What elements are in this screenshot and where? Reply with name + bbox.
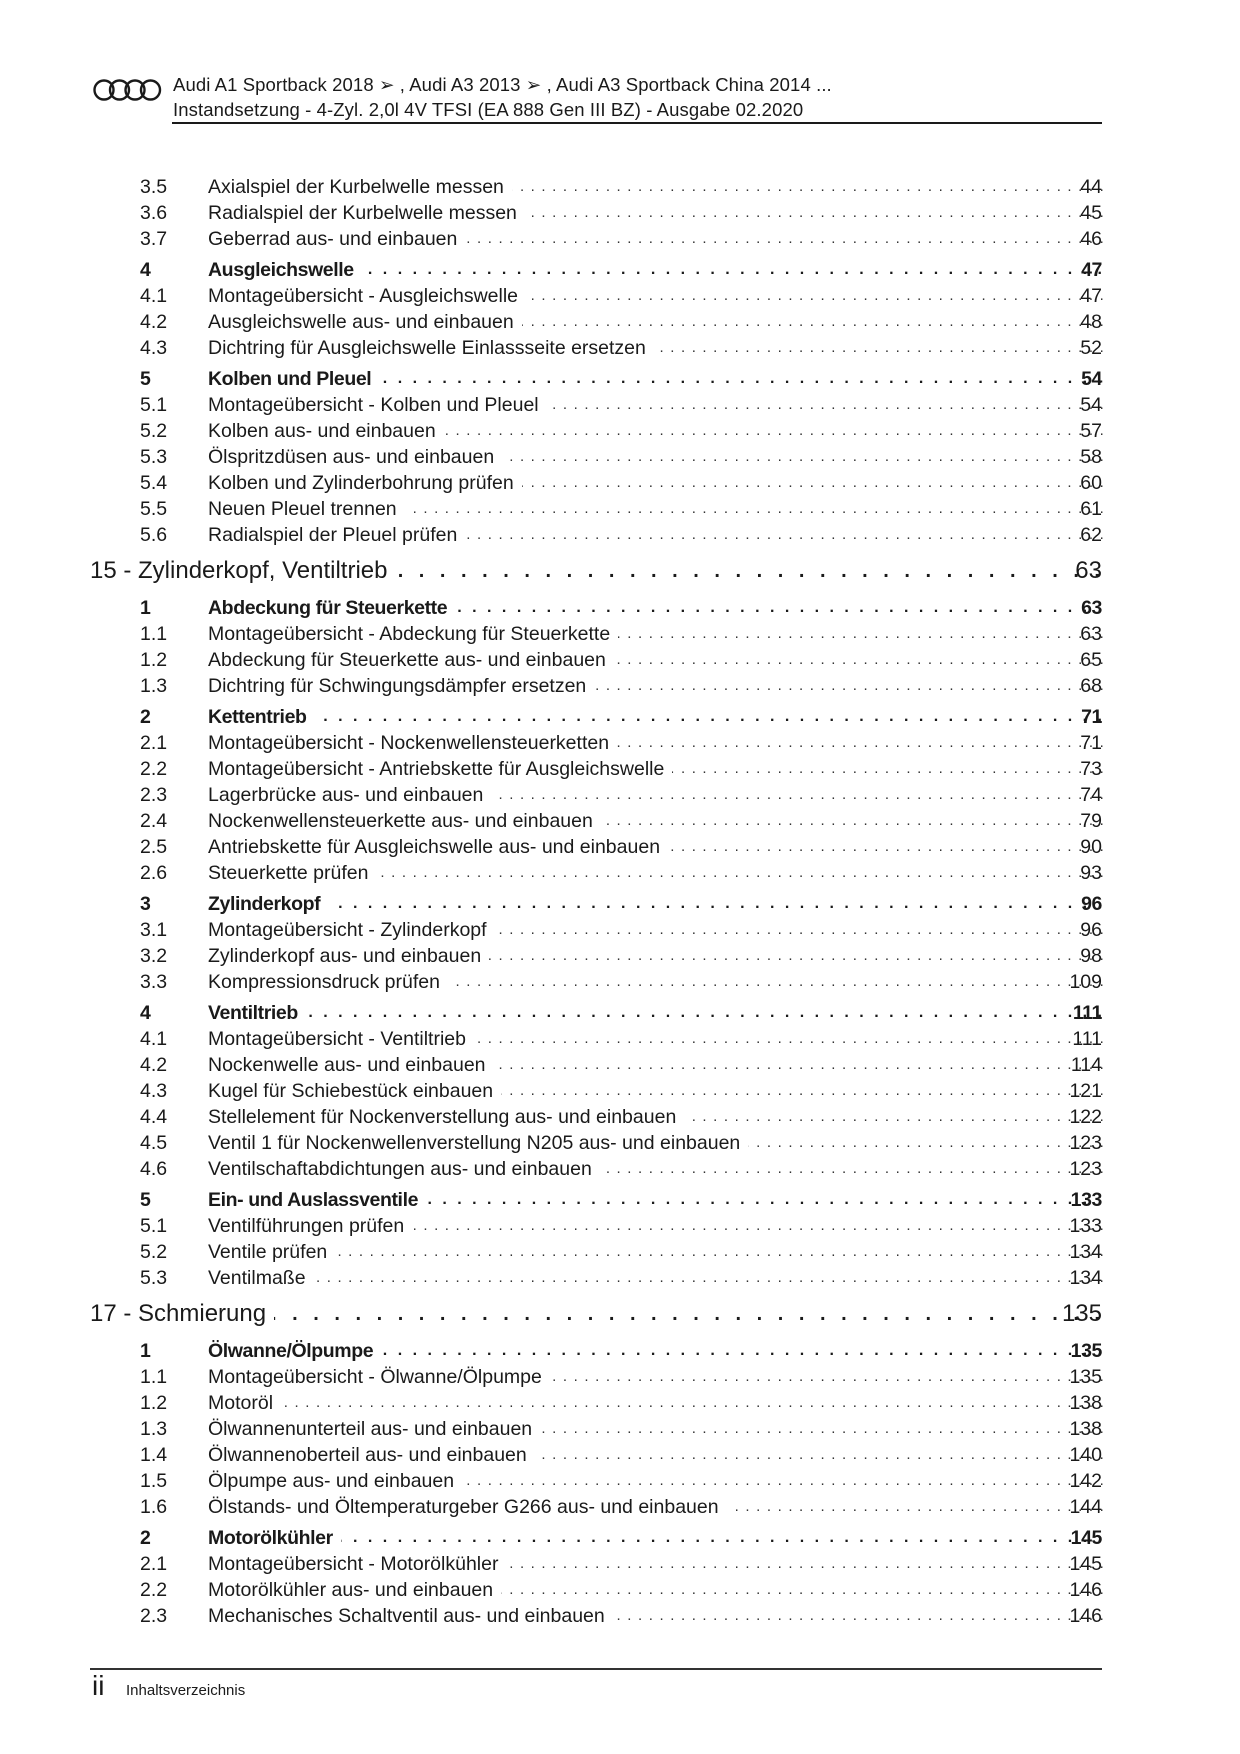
- toc-entry-number: 5.5: [140, 498, 168, 520]
- toc-entry-title: Ölwannenunterteil aus- und einbauen: [208, 1418, 540, 1440]
- toc-entry-number: 5.3: [140, 446, 168, 468]
- toc-entry-title: Kettentrieb: [208, 706, 315, 728]
- toc-entry[interactable]: [0, 226, 1240, 252]
- toc-entry-page: 138: [1069, 1418, 1102, 1440]
- toc-entry-number: 5: [140, 1189, 151, 1211]
- toc-entry-page: 121: [1069, 1080, 1102, 1102]
- toc-entry-title-leader: [208, 943, 1105, 969]
- toc-entry-title: Ventilführungen prüfen: [208, 1215, 412, 1237]
- toc-entry-page: 52: [1080, 337, 1102, 359]
- toc-entry-page: 68: [1080, 675, 1102, 697]
- toc-chapter[interactable]: [0, 554, 1240, 588]
- toc-entry-title: Montageübersicht - Ventiltrieb: [208, 1028, 474, 1050]
- toc-entry-title: Montageübersicht - Motorölkühler: [208, 1553, 506, 1575]
- toc-entry-title-leader: [208, 1494, 1105, 1520]
- toc-section[interactable]: [0, 366, 1240, 392]
- toc-entry-title-leader: [208, 1416, 1105, 1442]
- toc-entry-page: 133: [1069, 1215, 1102, 1237]
- toc-entry-number: 1.1: [140, 1366, 168, 1388]
- toc-entry[interactable]: [0, 730, 1240, 756]
- toc-entry-title-leader: [208, 1577, 1105, 1603]
- toc-entry-title-leader: [208, 1052, 1105, 1078]
- toc-entry-title-leader: [208, 860, 1105, 886]
- toc-entry-number: 1.5: [140, 1470, 168, 1492]
- toc-entry-title: Steuerkette prüfen: [208, 862, 376, 884]
- toc-entry-number: 5.3: [140, 1267, 168, 1289]
- toc-entry-title: Mechanisches Schaltventil aus- und einbauen: [208, 1605, 613, 1627]
- toc-entry-title: Abdeckung für Steuerkette aus- und einbauen: [208, 649, 614, 671]
- toc-entry-number: 4: [140, 1002, 151, 1024]
- toc-section[interactable]: [0, 595, 1240, 621]
- toc-entry-page: 60: [1080, 472, 1102, 494]
- toc-entry-title-leader: [208, 595, 1105, 621]
- toc-chapter[interactable]: [0, 1297, 1240, 1331]
- toc-entry-number: 2: [140, 1527, 151, 1549]
- toc-entry-number: 1.2: [140, 649, 168, 671]
- toc-entry-page: 122: [1069, 1106, 1102, 1128]
- toc-entry-number: 5.1: [140, 394, 168, 416]
- toc-entry-page: 109: [1069, 971, 1102, 993]
- toc-entry-number: 2.6: [140, 862, 168, 884]
- toc-entry-title: Montageübersicht - Zylinderkopf: [208, 919, 495, 941]
- toc-entry[interactable]: [0, 917, 1240, 943]
- toc-entry-page: 142: [1069, 1470, 1102, 1492]
- toc-entry[interactable]: [0, 1468, 1240, 1494]
- toc-entry-title-leader: [208, 174, 1105, 200]
- toc-entry-page: 111: [1072, 1028, 1102, 1050]
- toc-entry-number: 2.4: [140, 810, 168, 832]
- toc-entry-title-leader: [208, 470, 1105, 496]
- toc-entry-page: 140: [1069, 1444, 1102, 1466]
- toc-entry[interactable]: [0, 174, 1240, 200]
- toc-entry-page: 47: [1080, 285, 1102, 307]
- toc-entry-title: Kompressionsdruck prüfen: [208, 971, 448, 993]
- toc-entry-title-leader: [208, 730, 1105, 756]
- footer-label: Inhaltsverzeichnis: [126, 1682, 246, 1699]
- toc-entry-title: Geberrad aus- und einbauen: [208, 228, 465, 250]
- toc-entry-title-leader: [208, 1468, 1105, 1494]
- toc-entry-page: 133: [1070, 1189, 1102, 1211]
- toc-section[interactable]: [0, 1000, 1240, 1026]
- toc-entry[interactable]: [0, 1156, 1240, 1182]
- toc-entry[interactable]: [0, 200, 1240, 226]
- toc-entry-title: Montageübersicht - Nockenwellensteuerketten: [208, 732, 617, 754]
- toc-entry[interactable]: [0, 522, 1240, 548]
- toc-entry[interactable]: [0, 1442, 1240, 1468]
- toc-entry-number: 2.1: [140, 732, 168, 754]
- toc-entry-page: 45: [1080, 202, 1102, 224]
- toc-entry[interactable]: [0, 943, 1240, 969]
- toc-entry-number: 5: [140, 368, 151, 390]
- toc-entry[interactable]: [0, 1052, 1240, 1078]
- toc-entry-page: 145: [1069, 1553, 1102, 1575]
- toc-entry[interactable]: [0, 283, 1240, 309]
- toc-entry-title-leader: [90, 554, 1105, 588]
- toc-entry-page: 71: [1081, 706, 1102, 728]
- toc-entry[interactable]: [0, 1494, 1240, 1520]
- toc-entry-title: Ventiltrieb: [208, 1002, 306, 1024]
- toc-entry-title: Ventil 1 für Nockenwellenverstellung N205 aus- und einbauen: [208, 1132, 748, 1154]
- toc-entry-title-leader: [208, 522, 1105, 548]
- toc-entry[interactable]: [0, 782, 1240, 808]
- toc-entry[interactable]: [0, 1265, 1240, 1291]
- toc-entry-title: Ventilschaftabdichtungen aus- und einbauen: [208, 1158, 600, 1180]
- toc-entry-title: Montageübersicht - Kolben und Pleuel: [208, 394, 547, 416]
- toc-entry-number: 4.1: [140, 1028, 168, 1050]
- toc-entry-title: Zylinderkopf aus- und einbauen: [208, 945, 489, 967]
- toc-entry-title: 17 - Schmierung: [90, 1300, 274, 1327]
- toc-entry[interactable]: [0, 1577, 1240, 1603]
- toc-entry-number: 2.3: [140, 1605, 168, 1627]
- toc-section[interactable]: [0, 704, 1240, 730]
- toc-entry-number: 4.5: [140, 1132, 168, 1154]
- toc-entry-title-leader: [208, 1338, 1105, 1364]
- toc-entry-number: 1.2: [140, 1392, 168, 1414]
- toc-entry[interactable]: [0, 1416, 1240, 1442]
- toc-entry-page: 65: [1080, 649, 1102, 671]
- toc-entry-page: 54: [1081, 368, 1102, 390]
- toc-entry-page: 98: [1080, 945, 1102, 967]
- toc-entry-title-leader: [208, 1104, 1105, 1130]
- toc-entry-number: 2: [140, 706, 151, 728]
- toc-entry-title: Ventile prüfen: [208, 1241, 335, 1263]
- toc-entry-title-leader: [208, 808, 1105, 834]
- toc-entry-title-leader: [208, 226, 1105, 252]
- toc-entry-page: 90: [1080, 836, 1102, 858]
- toc-entry-number: 4: [140, 259, 151, 281]
- toc-entry[interactable]: [0, 1603, 1240, 1629]
- toc-entry-number: 3.7: [140, 228, 168, 250]
- toc-entry-title-leader: [208, 1026, 1105, 1052]
- toc-entry-page: 61: [1080, 498, 1102, 520]
- toc-entry-page: 62: [1080, 524, 1102, 546]
- toc-entry-title-leader: [208, 1156, 1105, 1182]
- toc-entry-number: 5.4: [140, 472, 168, 494]
- toc-entry[interactable]: [0, 756, 1240, 782]
- toc-entry-title: Montageübersicht - Ausgleichswelle: [208, 285, 526, 307]
- toc-entry-title: Montageübersicht - Antriebskette für Ausgleichswelle: [208, 758, 672, 780]
- toc-entry-page: 114: [1070, 1054, 1102, 1076]
- toc-entry-title: Nockenwelle aus- und einbauen: [208, 1054, 494, 1076]
- toc-entry-title-leader: [208, 782, 1105, 808]
- footer-page-number: ii: [92, 1670, 105, 1701]
- toc-entry[interactable]: [0, 1130, 1240, 1156]
- toc-entry-page: 74: [1080, 784, 1102, 806]
- toc-entry-title: Radialspiel der Kurbelwelle messen: [208, 202, 525, 224]
- toc-entry-title: Ausgleichswelle: [208, 259, 362, 281]
- footer-divider: [90, 1668, 1102, 1670]
- toc-entry-page: 54: [1080, 394, 1102, 416]
- toc-section[interactable]: [0, 891, 1240, 917]
- toc-entry[interactable]: [0, 647, 1240, 673]
- toc-entry-title: Lagerbrücke aus- und einbauen: [208, 784, 491, 806]
- toc-entry-number: 3.1: [140, 919, 168, 941]
- toc-entry-title: Kolben und Pleuel: [208, 368, 379, 390]
- toc-entry-page: 135: [1069, 1366, 1102, 1388]
- toc-entry[interactable]: [0, 673, 1240, 699]
- toc-entry-title: Montageübersicht - Ölwanne/Ölpumpe: [208, 1366, 550, 1388]
- header-title: Audi A1 Sportback 2018 ➢ , Audi A3 2013 ➢ , Audi A3 Sportback China 2014 ...: [173, 74, 832, 95]
- toc-entry-number: 1.4: [140, 1444, 168, 1466]
- toc-entry[interactable]: [0, 418, 1240, 444]
- toc-entry-number: 1.3: [140, 675, 168, 697]
- toc-entry-title-leader: [208, 1551, 1105, 1577]
- toc-entry-page: 111: [1072, 1002, 1102, 1024]
- header-subtitle: Instandsetzung - 4-Zyl. 2,0l 4V TFSI (EA 888 Gen III BZ) - Ausgabe 02.2020: [173, 99, 804, 120]
- toc-entry-page: 123: [1069, 1132, 1102, 1154]
- document-header: [91, 72, 1101, 122]
- toc-entry-number: 1: [140, 597, 151, 619]
- toc-entry-page: 63: [1081, 597, 1102, 619]
- toc-section[interactable]: [0, 1525, 1240, 1551]
- toc-entry-title-leader: [208, 200, 1105, 226]
- toc-entry-page: 44: [1080, 176, 1102, 198]
- toc-entry-title: Ölspritzdüsen aus- und einbauen: [208, 446, 502, 468]
- toc-entry-page: 93: [1080, 862, 1102, 884]
- toc-entry-number: 2.2: [140, 758, 168, 780]
- toc-entry-title-leader: [90, 1297, 1105, 1331]
- toc-entry-title: Montageübersicht - Abdeckung für Steuerkette: [208, 623, 618, 645]
- toc-entry-title-leader: [208, 1239, 1105, 1265]
- toc-entry-page: 145: [1070, 1527, 1102, 1549]
- toc-entry-title-leader: [208, 418, 1105, 444]
- toc-entry[interactable]: [0, 808, 1240, 834]
- toc-entry-page: 135: [1070, 1340, 1102, 1362]
- toc-entry-number: 4.1: [140, 285, 168, 307]
- toc-entry-title: 15 - Zylinderkopf, Ventiltrieb: [90, 557, 395, 584]
- toc-entry-page: 138: [1069, 1392, 1102, 1414]
- toc-entry-page: 48: [1080, 311, 1102, 333]
- toc-entry-title-leader: [208, 1130, 1105, 1156]
- toc-entry-title-leader: [208, 917, 1105, 943]
- toc-entry-page: 144: [1069, 1496, 1102, 1518]
- toc-entry-number: 3.5: [140, 176, 168, 198]
- toc-entry-title: Ölwanne/Ölpumpe: [208, 1340, 381, 1362]
- toc-entry-page: 96: [1081, 893, 1102, 915]
- toc-entry-title: Dichtring für Schwingungsdämpfer ersetzen: [208, 675, 594, 697]
- toc-entry-title-leader: [208, 647, 1105, 673]
- toc-entry-title-leader: [208, 1265, 1105, 1291]
- toc-entry-page: 134: [1069, 1267, 1102, 1289]
- toc-entry-title: Neuen Pleuel trennen: [208, 498, 405, 520]
- toc-entry-title-leader: [208, 366, 1105, 392]
- toc-entry-title-leader: [208, 891, 1105, 917]
- toc-section[interactable]: [0, 1187, 1240, 1213]
- toc-entry-number: 5.2: [140, 1241, 168, 1263]
- toc-entry-title-leader: [208, 834, 1105, 860]
- toc-entry-page: 146: [1069, 1579, 1102, 1601]
- toc-entry-title: Ölpumpe aus- und einbauen: [208, 1470, 462, 1492]
- toc-entry-page: 79: [1080, 810, 1102, 832]
- toc-entry-number: 5.2: [140, 420, 168, 442]
- toc-entry-number: 1.1: [140, 623, 168, 645]
- toc-entry-number: 3.2: [140, 945, 168, 967]
- toc-entry-number: 2.2: [140, 1579, 168, 1601]
- toc-entry-title-leader: [208, 673, 1105, 699]
- toc-entry-title-leader: [208, 1078, 1105, 1104]
- toc-entry-title-leader: [208, 309, 1105, 335]
- toc-entry[interactable]: [0, 860, 1240, 886]
- toc-entry-page: 73: [1080, 758, 1102, 780]
- toc-entry-title: Kugel für Schiebestück einbauen: [208, 1080, 501, 1102]
- audi-rings-logo: [91, 76, 163, 104]
- toc-entry[interactable]: [0, 1239, 1240, 1265]
- toc-entry-page: 135: [1061, 1300, 1102, 1327]
- header-divider: [172, 122, 1102, 124]
- toc-entry-title: Dichtring für Ausgleichswelle Einlassseite ersetzen: [208, 337, 654, 359]
- toc-entry-number: 4.2: [140, 1054, 168, 1076]
- toc-entry-title-leader: [208, 496, 1105, 522]
- toc-entry-page: 134: [1069, 1241, 1102, 1263]
- toc-entry-title-leader: [208, 392, 1105, 418]
- toc-entry-title-leader: [208, 335, 1105, 361]
- toc-entry-number: 4.6: [140, 1158, 168, 1180]
- toc-entry-number: 3.6: [140, 202, 168, 224]
- toc-entry-title-leader: [208, 1364, 1105, 1390]
- toc-entry-title: Ölstands- und Öltemperaturgeber G266 aus- und einbauen: [208, 1496, 727, 1518]
- toc-entry-title-leader: [208, 1187, 1105, 1213]
- toc-entry-title: Zylinderkopf: [208, 893, 328, 915]
- toc-entry-title: Motoröl: [208, 1392, 281, 1414]
- toc-entry-title-leader: [208, 1000, 1105, 1026]
- toc-entry-title-leader: [208, 283, 1105, 309]
- toc-entry-title: Abdeckung für Steuerkette: [208, 597, 455, 619]
- toc-entry-page: 123: [1069, 1158, 1102, 1180]
- toc-entry-title-leader: [208, 621, 1105, 647]
- toc-entry-number: 2.3: [140, 784, 168, 806]
- toc-entry[interactable]: [0, 444, 1240, 470]
- toc-entry-title-leader: [208, 704, 1105, 730]
- toc-entry-title: Ausgleichswelle aus- und einbauen: [208, 311, 522, 333]
- toc-entry-title: Radialspiel der Pleuel prüfen: [208, 524, 465, 546]
- toc-section[interactable]: [0, 1338, 1240, 1364]
- toc-entry-page: 58: [1080, 446, 1102, 468]
- toc-entry-title: Nockenwellensteuerkette aus- und einbauen: [208, 810, 601, 832]
- toc-entry-title: Kolben und Zylinderbohrung prüfen: [208, 472, 522, 494]
- toc-entry-number: 4.4: [140, 1106, 168, 1128]
- toc-entry-number: 1.6: [140, 1496, 168, 1518]
- toc-entry[interactable]: [0, 470, 1240, 496]
- toc-entry[interactable]: [0, 335, 1240, 361]
- toc-entry-number: 3.3: [140, 971, 168, 993]
- toc-entry-title-leader: [208, 756, 1105, 782]
- toc-entry-page: 46: [1080, 228, 1102, 250]
- toc-entry[interactable]: [0, 969, 1240, 995]
- toc-entry-title: Axialspiel der Kurbelwelle messen: [208, 176, 512, 198]
- toc-entry-number: 2.5: [140, 836, 168, 858]
- toc-entry-number: 1: [140, 1340, 151, 1362]
- toc-entry[interactable]: [0, 1213, 1240, 1239]
- toc-entry-page: 63: [1075, 557, 1102, 584]
- toc-entry-number: 4.3: [140, 1080, 168, 1102]
- toc-entry-title-leader: [208, 1603, 1105, 1629]
- toc-entry-number: 3: [140, 893, 151, 915]
- toc-entry-title: Kolben aus- und einbauen: [208, 420, 444, 442]
- toc-entry-title: Motorölkühler: [208, 1527, 341, 1549]
- toc-entry-number: 2.1: [140, 1553, 168, 1575]
- toc-entry[interactable]: [0, 834, 1240, 860]
- toc-entry-page: 96: [1080, 919, 1102, 941]
- toc-entry-title-leader: [208, 1525, 1105, 1551]
- toc-entry-title: Antriebskette für Ausgleichswelle aus- und einbauen: [208, 836, 668, 858]
- toc-entry[interactable]: [0, 392, 1240, 418]
- toc-section[interactable]: [0, 257, 1240, 283]
- toc-entry-title-leader: [208, 1213, 1105, 1239]
- toc-entry[interactable]: [0, 1104, 1240, 1130]
- toc-entry[interactable]: [0, 1078, 1240, 1104]
- toc-entry-title-leader: [208, 1442, 1105, 1468]
- toc-entry-title-leader: [208, 257, 1105, 283]
- toc-entry-number: 5.1: [140, 1215, 168, 1237]
- toc-entry-page: 63: [1080, 623, 1102, 645]
- toc-entry[interactable]: [0, 1390, 1240, 1416]
- toc-entry[interactable]: [0, 1026, 1240, 1052]
- toc-entry[interactable]: [0, 496, 1240, 522]
- toc-entry[interactable]: [0, 1364, 1240, 1390]
- toc-entry[interactable]: [0, 621, 1240, 647]
- toc-entry[interactable]: [0, 1551, 1240, 1577]
- toc-entry-page: 47: [1081, 259, 1102, 281]
- toc-entry-title: Ventilmaße: [208, 1267, 314, 1289]
- toc-entry-title-leader: [208, 1390, 1105, 1416]
- toc-entry-title: Motorölkühler aus- und einbauen: [208, 1579, 501, 1601]
- toc-entry-title: Stellelement für Nockenverstellung aus- und einbauen: [208, 1106, 684, 1128]
- toc-entry-number: 1.3: [140, 1418, 168, 1440]
- toc-entry-number: 4.2: [140, 311, 168, 333]
- toc-entry-number: 4.3: [140, 337, 168, 359]
- toc-entry-page: 146: [1069, 1605, 1102, 1627]
- toc-entry-number: 5.6: [140, 524, 168, 546]
- toc-entry-title: Ein- und Auslassventile: [208, 1189, 426, 1211]
- toc-entry-page: 57: [1080, 420, 1102, 442]
- toc-entry-title-leader: [208, 969, 1105, 995]
- toc-entry-title: Ölwannenoberteil aus- und einbauen: [208, 1444, 535, 1466]
- toc-entry-page: 71: [1080, 732, 1102, 754]
- toc-entry-title-leader: [208, 444, 1105, 470]
- toc-entry[interactable]: [0, 309, 1240, 335]
